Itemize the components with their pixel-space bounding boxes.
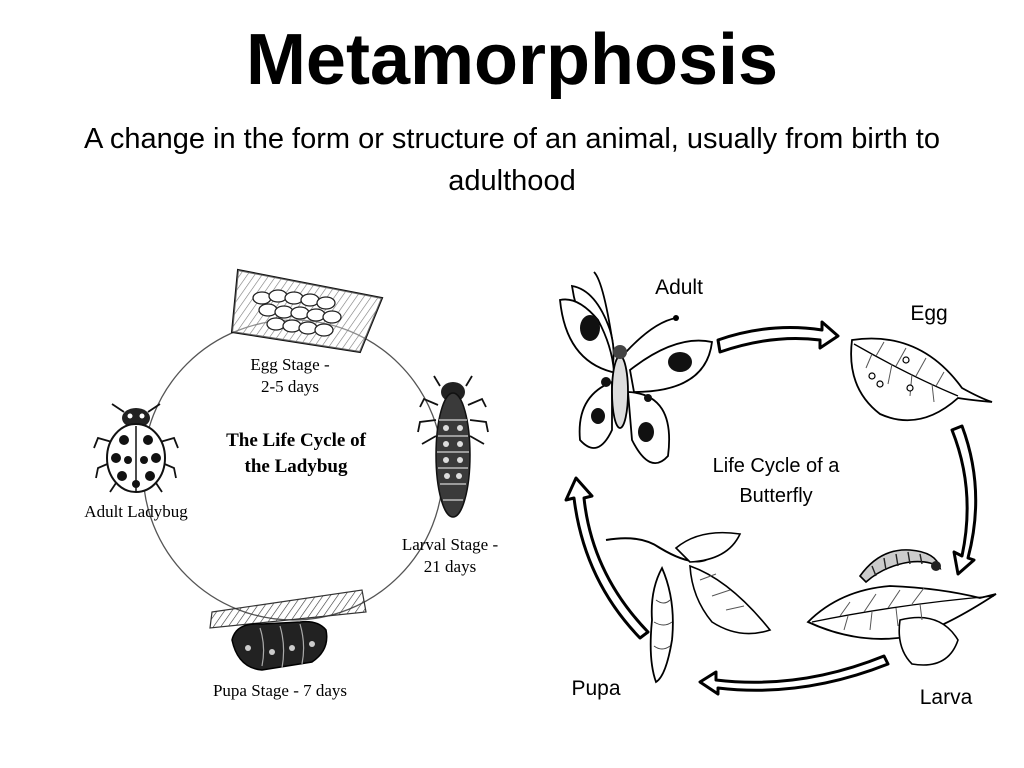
ladybug-cycle [84, 270, 498, 700]
butterfly-cycle [560, 272, 996, 709]
ladybug-larval-label-line2: 21 days [423, 557, 477, 576]
ladybug-larval-label-line1: Larval Stage - [401, 535, 499, 554]
ladybug-cycle-title-line2: the Ladybug [244, 456, 348, 477]
butterfly-egg-label: Egg [910, 302, 948, 325]
ladybug-adult-icon [94, 404, 178, 492]
ladybug-egg-label-line1: Egg Stage - [250, 355, 330, 374]
ladybug-pupa-icon [210, 590, 366, 670]
ladybug-egg-label-line2: 2-5 days [260, 377, 320, 396]
butterfly-pupa-icon [606, 533, 770, 682]
butterfly-adult-icon [560, 272, 712, 463]
butterfly-pupa-label: Pupa [571, 677, 621, 700]
ladybug-larva-icon [418, 376, 488, 517]
butterfly-cycle-title-line2: Butterfly [739, 485, 813, 507]
arrow-adult-to-egg [718, 322, 838, 352]
butterfly-larva-label: Larva [919, 686, 973, 709]
arrow-pupa-to-adult [566, 478, 648, 638]
page-title: Metamorphosis [245, 20, 779, 100]
ladybug-egg-icon [232, 270, 382, 352]
butterfly-egg-icon [851, 339, 992, 421]
page-subtitle: A change in the form or structure of an animal, usually from birth to adulthood [84, 123, 940, 197]
ladybug-adult-label: Adult Ladybug [84, 502, 188, 521]
ladybug-pupa-label: Pupa Stage - 7 days [212, 681, 348, 700]
butterfly-adult-label: Adult [655, 276, 703, 299]
butterfly-cycle-title-line1: Life Cycle of a [712, 455, 840, 477]
ladybug-cycle-title-line1: The Life Cycle of [226, 430, 366, 451]
arrow-egg-to-larva [952, 426, 976, 574]
arrow-larva-to-pupa [700, 656, 888, 694]
